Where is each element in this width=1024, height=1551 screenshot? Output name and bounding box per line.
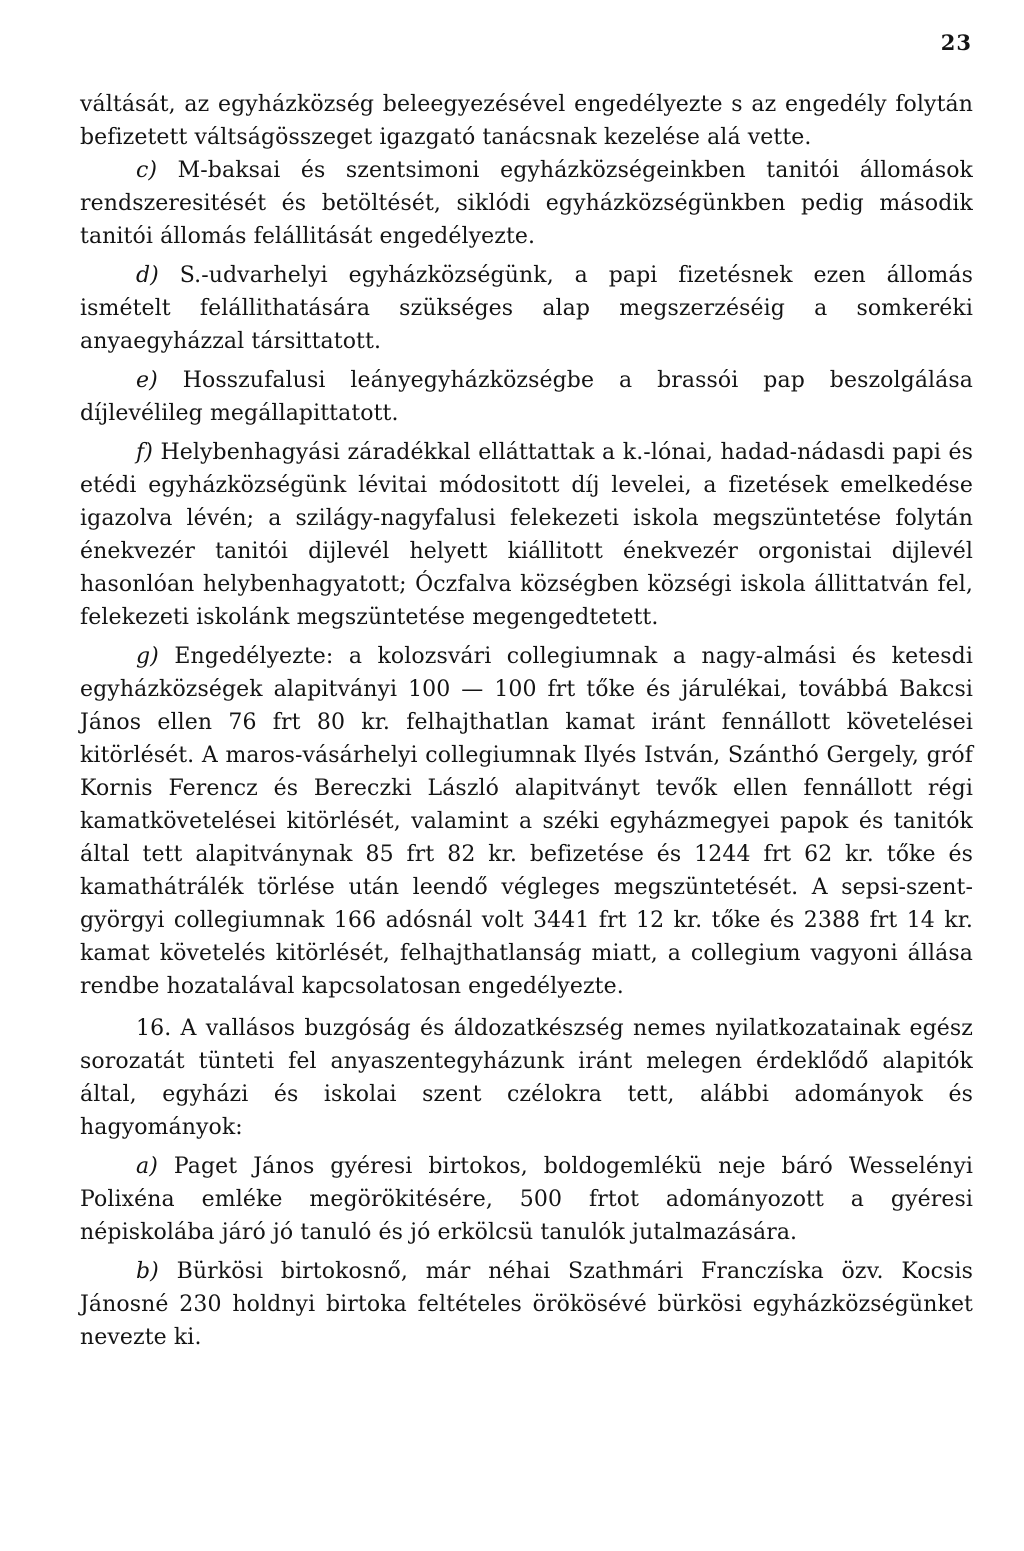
paragraph-item-g [80,640,973,1003]
paragraph-text: 16. A vallásos buzgóság és áldozatkészség nemes nyilatkozatainak egész sorozatát tünteti fel anyaszentegyházunk iránt melegen érdeklődő alapitók által, egyházi és iskolai szent czélokra tett, alábbi adományok és hagyományok: [80,1016,973,1140]
paragraph-text: S.-udvarhelyi egyházközségünk, a papi fizetésnek ezen állomás ismételt felállithatására szükséges alap megszerzéséig a somkeréki anyaegyházzal társittatott. [80,263,973,354]
paragraph-section-16 [80,1012,973,1144]
item-marker: g) [136,644,159,669]
item-marker: e) [136,368,158,393]
paragraph-item-d [80,259,973,358]
item-marker: b) [136,1259,159,1284]
paragraph-item-b [80,1255,973,1354]
paragraph-item-c [80,154,973,253]
paragraph-item-a [80,1150,973,1249]
paragraph-text: Hosszufalusi leányegyházközségbe a brassói pap beszolgálása díjlevélileg megállapittatott. [80,368,973,426]
item-marker: a) [136,1154,158,1179]
paragraph-continuation [80,88,973,154]
paragraph-text: Helybenhagyási záradékkal elláttattak a k.-lónai, hadad-nádasdi papi és etédi egyházközségünk lévitai módositott díj levelei, a fizetések emelkedése igazolva lévén; a szilágy-nagyfalusi felekezeti iskola megszüntetése folytán énekvezér tanitói dijlevél helyett kiállitott énekvezér orgonistai dijlevél hasonlóan helybenhagyatott; Óczfalva községben községi iskola állittatván fel, felekezeti iskolánk megszüntetése megengedtetett. [80,440,973,630]
paragraph-text: M-baksai és szentsimoni egyházközségeinkben tanitói állomások rendszeresitését és betöltését, siklódi egyházközségünkben pedig második tanitói állomás felállitását engedélyezte. [80,158,973,249]
document-body [80,88,973,1354]
paragraph-text: Engedélyezte: a kolozsvári collegiumnak a nagy-almási és ketesdi egyházközségek alapitványi 100 — 100 frt tőke és járulékai, továbbá Bakcsi János ellen 76 frt 80 kr. felhajthatlan kamat iránt fennállott követelései kitörlését. A maros-vásárhelyi collegiumnak Ilyés István, Szánthó Gergely, gróf Kornis Ferencz és Bereczki László alapitványt tevők ellen fennállott régi kamatkövetelései kitörlését, valamint a széki egyházmegyei papok és tanitók által tett alapitványnak 85 frt 82 kr. befizetése és 1244 frt 62 kr. tőke és kamathátrálék törlése után leendő végleges megszüntetését. A sepsi-szent-györgyi collegiumnak 166 adósnál volt 3441 frt 12 kr. tőke és 2388 frt 14 kr. kamat követelés kitörlését, felhajthatlanság miatt, a collegium vagyoni állása rendbe hozatalával kapcsolatosan engedélyezte. [80,644,973,999]
paragraph-item-e [80,364,973,430]
paragraph-item-f [80,436,973,634]
paragraph-text: Bürkösi birtokosnő, már néhai Szathmári Franczíska özv. Kocsis Jánosné 230 holdnyi birtoka feltételes örökösévé bürkösi egyházközségünket nevezte ki. [80,1259,973,1350]
page-number: 23 [940,30,972,55]
item-marker: d) [136,263,159,288]
paragraph-text: Paget János gyéresi birtokos, boldogemlékü neje báró Wesselényi Polixéna emléke megörökitésére, 500 frtot adományozott a gyéresi népiskolába járó jó tanuló és jó erkölcsü tanulók jutalmazására. [80,1154,973,1245]
paragraph-text: váltását, az egyházközség beleegyezésével engedélyezte s az engedély folytán befizetett váltságösszeget igazgató tanácsnak kezelése alá vette. [80,92,973,150]
item-marker: c) [136,158,158,183]
item-marker: f) [136,440,153,465]
